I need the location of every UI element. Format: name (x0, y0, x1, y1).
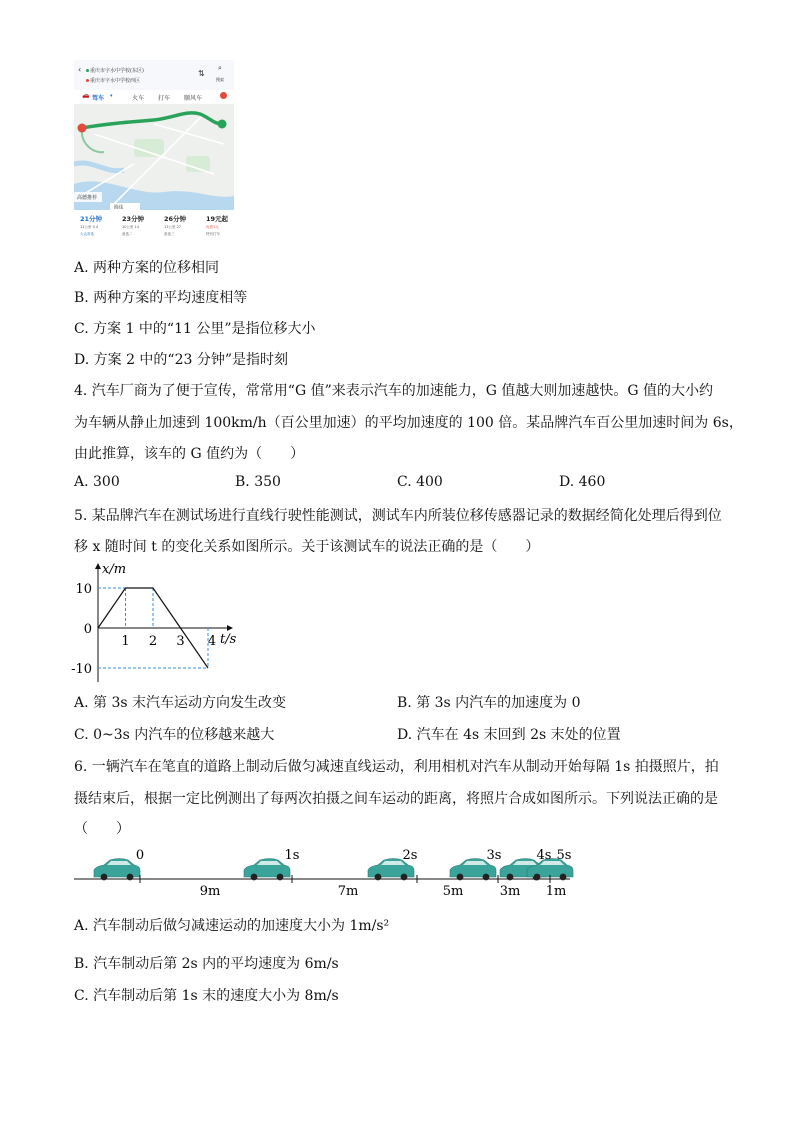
tab-train[interactable]: 火车 (132, 95, 145, 102)
q4-option-b: B. 350 (235, 474, 281, 490)
chevron-down-icon: ▾ (110, 93, 113, 99)
badge-icon (220, 92, 227, 99)
q3-option-c: C. 方案 1 中的“11 公里”是指位移大小 (74, 321, 316, 337)
plan-label: 特价打车 (206, 232, 220, 236)
y-tick-label: 10 (75, 582, 92, 597)
q3-option-b: B. 两种方案的平均速度相等 (74, 290, 248, 306)
plan-time: 23分钟 (122, 215, 145, 223)
q4-stem-line2: 为车辆从静止加速到 100km/h（百公里加速）的平均加速度的 100 倍。某品牌汽车百公里加速时间为 6s， (74, 415, 743, 431)
time-label: 1s (284, 848, 300, 863)
destination-text[interactable]: 重庆市字水中学校西区 (90, 78, 141, 84)
origin-marker-icon (78, 124, 87, 133)
plan-sub: 11公里 0 4 (80, 225, 99, 229)
q5-option-d: D. 汽车在 4s 末回到 2s 末处的位置 (397, 727, 621, 743)
q4-stem-line3: 由此推算，该车的 G 值约为（ ） (74, 446, 305, 462)
y-axis-label: x/m (102, 562, 127, 577)
plan-card-4[interactable] (206, 214, 234, 237)
plan-sub: 13公里 27 (164, 225, 182, 229)
mode-tabs (74, 91, 234, 103)
destination-dot-icon (86, 79, 89, 82)
map-view[interactable] (74, 104, 234, 210)
plan-time: 26分钟 (164, 215, 187, 223)
q4-option-c: C. 400 (397, 474, 443, 490)
q3-option-d: D. 方案 2 中的“23 分钟”是指时刻 (74, 352, 289, 368)
q6-stem-line1: 6. 一辆汽车在笔直的道路上制动后做匀减速直线运动，利用相机对汽车从制动开始每隔 1s 拍摄照片，拍 (74, 759, 719, 775)
q6-stem-line2: 摄结束后，根据一定比例测出了每两次拍摄之间车运动的距离，将照片合成如图所示。下列说法正确的是 (74, 791, 718, 807)
back-arrow-icon[interactable]: ‹ (78, 65, 82, 74)
origin-dot-icon (86, 69, 89, 72)
distance-label: 5m (442, 884, 464, 899)
plan-cards (74, 210, 234, 246)
bottom-label: 路线 (114, 205, 123, 210)
plan-card-3[interactable] (164, 214, 200, 237)
plan-card-2[interactable] (122, 214, 158, 237)
origin-text[interactable]: 重庆市字水中学校(东区) (90, 68, 144, 74)
q3-option-a: A. 两种方案的位移相同 (74, 260, 220, 276)
q6-option-a: A. 汽车制动后做匀减速运动的加速度大小为 1m/s² (74, 918, 390, 934)
q4-option-d: D. 460 (559, 474, 606, 490)
q5-stem-line2: 移 x 随时间 t 的变化关系如图所示。关于该测试车的说法正确的是（ ） (74, 539, 540, 555)
time-label: 2s (402, 848, 418, 863)
plan-time: 19元起 (206, 215, 229, 223)
x-tick-label: 1 (121, 634, 130, 649)
car-photo-diagram (70, 845, 580, 900)
map-screenshot (74, 60, 234, 246)
x-tick-label: 2 (148, 634, 158, 649)
q4-stem-line1: 4. 汽车厂商为了便于宣传，常常用“G 值”来表示汽车的加速能力，G 值越大则加速越快。G 值的大小约 (74, 383, 714, 399)
q6-stem-line3: （ ） (74, 821, 130, 837)
y-tick-label: -10 (71, 662, 92, 677)
x-tick-label: 4 (207, 634, 217, 649)
plan-time: 21分钟 (80, 215, 103, 223)
car-icon: 🚗 (82, 92, 90, 99)
q6-option-b: B. 汽车制动后第 2s 内的平均速度为 6m/s (74, 956, 339, 972)
tab-drive[interactable]: 驾车 (92, 95, 105, 102)
time-label: 4s (536, 848, 552, 863)
plan-label: 备选三 (164, 232, 175, 236)
xt-graph (70, 560, 270, 684)
route-header (74, 60, 234, 90)
x-axis-label: t/s (220, 632, 237, 647)
car-icon-0 (94, 859, 140, 881)
car-icon-1 (244, 859, 290, 881)
plan-card-1[interactable] (80, 214, 116, 237)
search-icon[interactable]: ⌕ (218, 64, 222, 72)
route-tag: 高德推荐 (77, 195, 98, 201)
q5-option-a: A. 第 3s 末汽车运动方向发生改变 (74, 695, 287, 711)
q5-option-c: C. 0~3s 内汽车的位移越来越大 (74, 727, 275, 743)
q6-option-c: C. 汽车制动后第 1s 末的速度大小为 8m/s (74, 988, 339, 1004)
distance-label: 9m (199, 884, 221, 899)
search-label: 搜索 (216, 77, 224, 82)
tab-taxi[interactable]: 打车 (158, 95, 171, 102)
q5-stem-line1: 5. 某品牌汽车在测试场进行直线行驶性能测试，测试车内所装位移传感器记录的数据经简化处理后得到位 (74, 508, 722, 524)
swap-icon[interactable]: ⇅ (198, 69, 205, 78)
plan-label: 大众常选 (80, 232, 94, 236)
time-label: 0 (135, 848, 145, 863)
x-tick-label: 3 (176, 634, 185, 649)
distance-label: 1m (545, 884, 567, 899)
plan-sub: 优惠1元 (206, 225, 219, 229)
distance-label: 7m (337, 884, 359, 899)
plan-sub: 10公里 14 (122, 225, 140, 229)
q5-option-b: B. 第 3s 内汽车的加速度为 0 (397, 695, 581, 711)
y-tick-label: 0 (83, 622, 92, 637)
distance-label: 3m (499, 884, 521, 899)
destination-marker-icon (218, 120, 227, 129)
q4-option-a: A. 300 (74, 474, 120, 490)
time-label: 3s (486, 848, 502, 863)
tab-carpool[interactable]: 顺风车 (184, 95, 203, 102)
plan-label: 备选二 (122, 232, 133, 236)
time-label: 5s (556, 848, 572, 863)
